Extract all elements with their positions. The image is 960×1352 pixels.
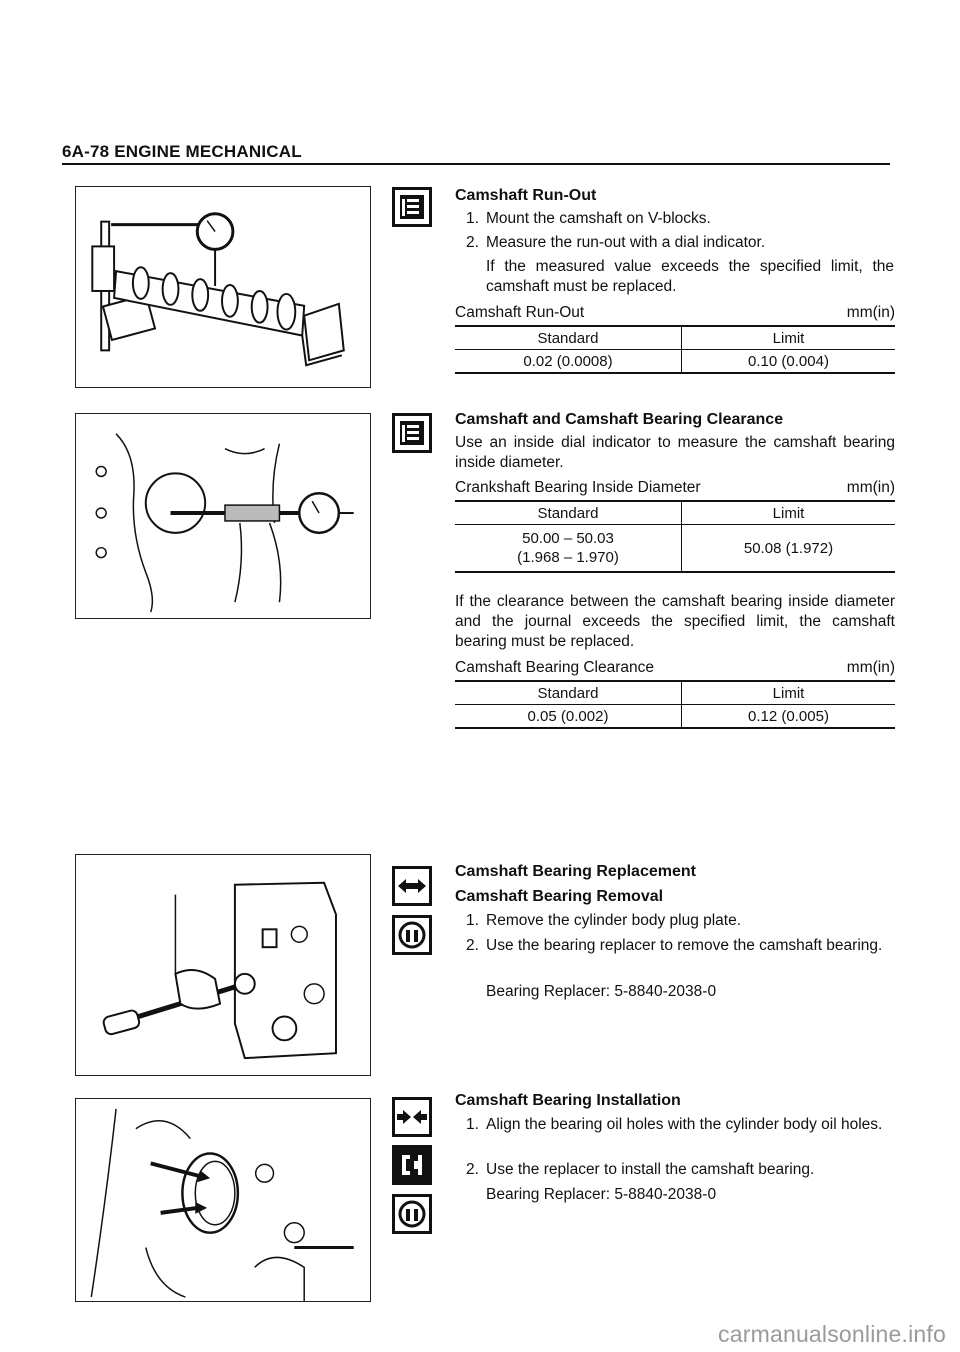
section-title-replacement: Camshaft Bearing Replacement <box>455 863 696 880</box>
remove-icon <box>392 866 432 906</box>
special-tool-icon <box>392 1194 432 1234</box>
runout-spec-caption <box>455 304 895 322</box>
spec-header-standard: Standard <box>455 501 682 525</box>
removal-step-1 <box>466 911 894 931</box>
spec-caption: Camshaft Bearing Clearance <box>455 659 655 676</box>
installation-step-1 <box>466 1115 894 1135</box>
header-divider <box>62 163 890 165</box>
spec-unit: mm(in) <box>846 304 895 321</box>
spec-caption: Camshaft Run-Out <box>455 304 585 321</box>
standard-in: (1.968 – 1.970) <box>517 549 619 566</box>
figure-camshaft-runout <box>75 186 371 388</box>
page-title: 6A-78 ENGINE MECHANICAL <box>62 142 302 161</box>
runout-spec-table <box>455 325 895 374</box>
spec-limit-value: 0.10 (0.004) <box>682 350 896 374</box>
section-subtitle-removal: Camshaft Bearing Removal <box>455 888 664 905</box>
removal-step-2 <box>466 936 894 956</box>
installation-step-2 <box>466 1160 894 1180</box>
special-tool-icon <box>392 915 432 955</box>
clearance-intro: Use an inside dial indicator to measure the camshaft bearing inside diameter. <box>455 434 895 471</box>
spec-unit: mm(in) <box>846 659 895 676</box>
clearance-note: If the clearance between the camshaft bearing inside diameter and the journal exceeds the specified limit, the camshaft bearing must be replaced. <box>455 593 895 650</box>
install-icon <box>392 1097 432 1137</box>
spec-limit-value: 50.08 (1.972) <box>682 525 896 573</box>
inspect-icon <box>392 413 432 453</box>
step-number: 1. <box>466 210 479 227</box>
section-title-runout: Camshaft Run-Out <box>455 187 597 204</box>
spec-caption: Crankshaft Bearing Inside Diameter <box>455 479 701 496</box>
inside-diameter-spec-caption <box>455 479 895 497</box>
inside-diameter-spec-table <box>455 500 895 573</box>
spec-header-limit: Limit <box>682 681 896 705</box>
step-number: 2. <box>466 1161 479 1178</box>
step-text: Align the bearing oil holes with the cylinder body oil holes. <box>486 1116 883 1133</box>
removal-tool: Bearing Replacer: 5-8840-2038-0 <box>486 983 717 1000</box>
spec-standard-value: 0.05 (0.002) <box>455 705 682 729</box>
step-number: 1. <box>466 1116 479 1133</box>
press-icon <box>392 1145 432 1185</box>
spec-header-limit: Limit <box>682 501 896 525</box>
step-text: Use the bearing replacer to remove the camshaft bearing. <box>486 937 883 954</box>
figure-inside-dial-indicator <box>75 413 371 619</box>
step-text: Use the replacer to install the camshaft bearing. <box>486 1161 815 1178</box>
clearance-spec-table <box>455 680 895 729</box>
spec-header-limit: Limit <box>682 326 896 350</box>
clearance-spec-caption <box>455 659 895 677</box>
runout-step-1 <box>466 209 894 229</box>
step-number: 1. <box>466 912 479 929</box>
standard-mm: 50.00 – 50.03 <box>522 530 614 547</box>
step-text: Remove the cylinder body plug plate. <box>486 912 742 929</box>
step-text: Mount the camshaft on V-blocks. <box>486 210 711 227</box>
step-text: Measure the run-out with a dial indicator. <box>486 234 766 251</box>
section-title-clearance: Camshaft and Camshaft Bearing Clearance <box>455 411 784 428</box>
figure-bearing-removal <box>75 854 371 1076</box>
installation-tool: Bearing Replacer: 5-8840-2038-0 <box>486 1186 717 1203</box>
inspect-icon <box>392 187 432 227</box>
spec-standard-value <box>455 525 682 573</box>
spec-unit: mm(in) <box>846 479 895 496</box>
spec-header-standard: Standard <box>455 326 682 350</box>
spec-standard-value: 0.02 (0.0008) <box>455 350 682 374</box>
step-number: 2. <box>466 234 479 251</box>
spec-header-standard: Standard <box>455 681 682 705</box>
watermark: carmanualsonline.info <box>718 1321 946 1347</box>
runout-note: If the measured value exceeds the specified limit, the camshaft must be replaced. <box>486 258 894 295</box>
figure-bearing-installation <box>75 1098 371 1302</box>
section-title-installation: Camshaft Bearing Installation <box>455 1092 681 1109</box>
runout-step-2 <box>466 233 894 253</box>
spec-limit-value: 0.12 (0.005) <box>682 705 896 729</box>
step-number: 2. <box>466 937 479 954</box>
